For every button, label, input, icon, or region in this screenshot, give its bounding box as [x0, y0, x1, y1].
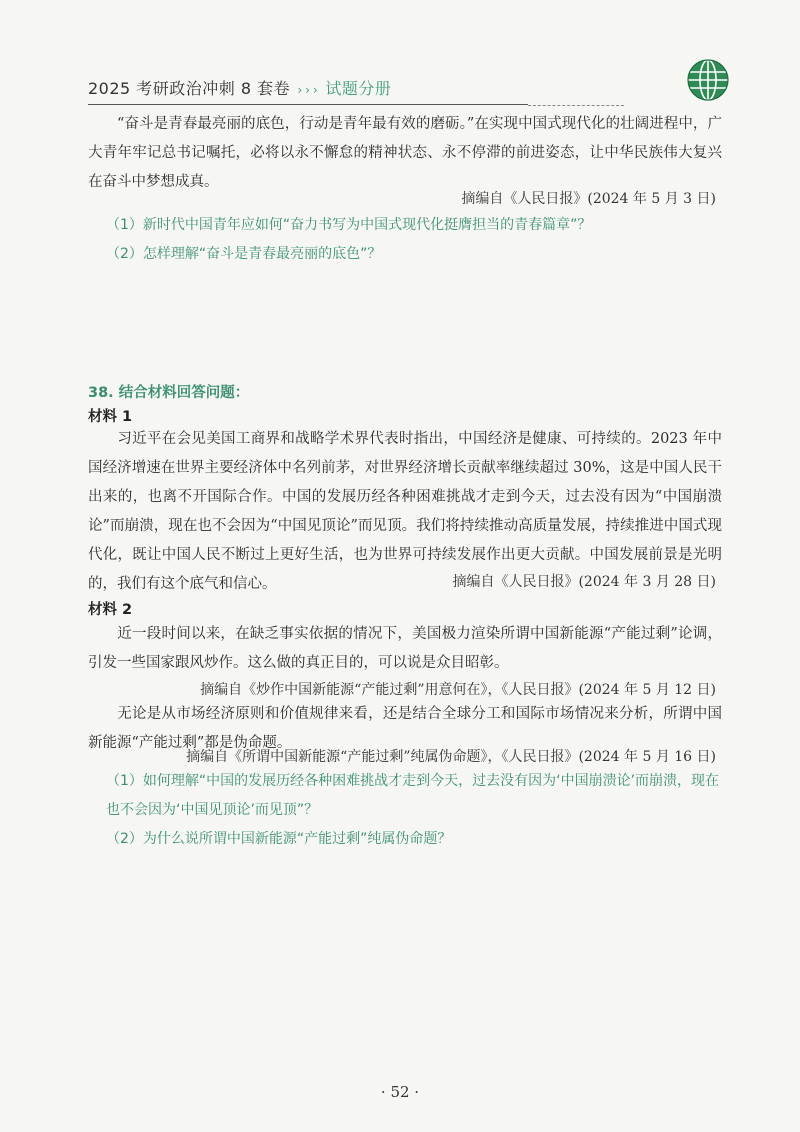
q38-question-2: （2）为什么说所谓中国新能源“产能过剩”纯属伪命题？ [106, 831, 452, 847]
material-2-text-2: 无论是从市场经济原则和价值规律来看，还是结合全球分工和国际市场情况来分析，所谓中国新能源“产能过剩”都是伪命题。 [88, 706, 722, 751]
material-1-label: 材料 1 [88, 409, 133, 425]
page-header [88, 68, 708, 108]
header-title [88, 76, 391, 99]
q38-heading: 38. 结合材料回答问题： [88, 385, 250, 401]
material-2-text-1: 近一段时间以来，在缺乏事实依据的情况下，美国极力渲染所谓中国新能源“产能过剩”论调，引发一些国家跟风炒作。这么做的真正目的，可以说是众目昭彰。 [88, 626, 722, 671]
q38-question-1: （1）如何理解“中国的发展历经各种困难挑战才走到今天，过去没有因为‘中国崩溃论’而崩溃，现在也不会因为‘中国见顶论’而见顶”？ [106, 773, 720, 818]
book-title: 2025 考研政治冲刺 8 套卷 [88, 79, 291, 98]
material-2-source-1: 摘编自《炒作中国新能源“产能过剩”用意何在》，《人民日报》(2024 年 5 月 12 日) [200, 682, 716, 698]
material-1-text: 习近平在会见美国工商界和战略学术界代表时指出，中国经济是健康、可持续的。2023 年中国经济增速在世界主要经济体中名列前茅，对世界经济增长贡献率继续超过 30%，这是中国人民干出来的，也离不开国际合作。中国的发展历经各种困难挑战才走到今天，过去没有因为“中国崩溃论”而崩溃，现在也不会因为“中国见顶论”而见顶。我们将持续推动高质量发展，持续推进中国式现代化，既让中国人民不断过上更好生活，也为世界可持续发展作出更大贡献。中国发展前景是光明的，我们有这个底气和信心。 [88, 431, 722, 592]
q37-question-2: （2）怎样理解“奋斗是青春最亮丽的底色”？ [106, 246, 382, 262]
q37-material-paragraph: “奋斗是青春最亮丽的底色，行动是青年最有效的磨砺。”在实现中国式现代化的壮阔进程中，广大青年牢记总书记嘱托，必将以永不懈怠的精神状态、永不停滞的前进姿态，让中华民族伟大复兴在奋斗中梦想成真。 [88, 116, 722, 190]
q37-question-1: （1）新时代中国青年应如何“奋力书写为中国式现代化挺膺担当的青春篇章”？ [106, 217, 592, 233]
globe-logo-icon [686, 58, 730, 102]
material-1-source: 摘编自《人民日报》(2024 年 3 月 28 日) [452, 574, 716, 590]
header-arrows: ››› [296, 83, 320, 97]
material-2-label: 材料 2 [88, 602, 133, 618]
material-2-source-2: 摘编自《所谓中国新能源“产能过剩”纯属伪命题》，《人民日报》(2024 年 5 月 16 日) [186, 749, 716, 765]
page-number: · 52 · [380, 1083, 420, 1101]
header-dashed-rule [528, 105, 624, 106]
q37-source: 摘编自《人民日报》(2024 年 5 月 3 日) [461, 191, 716, 207]
header-rule [88, 104, 528, 105]
section-title: 试题分册 [325, 79, 392, 98]
